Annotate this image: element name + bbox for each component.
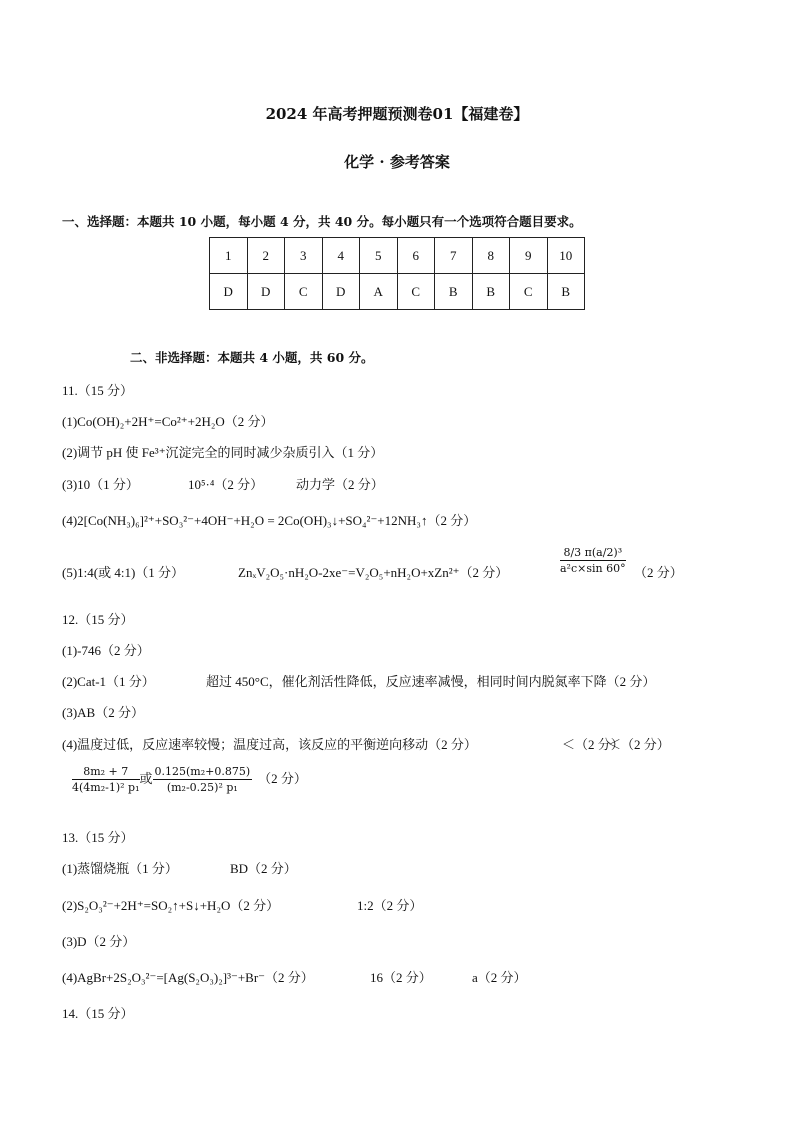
question-number: 6 [397,238,435,274]
q13-part3: (3)D（2 分） [62,934,136,949]
q13-part1a: (1)蒸馏烧瓶（1 分） [62,861,178,876]
q13-part1b: BD（2 分） [230,861,297,876]
q12-formula-2 [153,765,253,794]
q12-formula-1-numerator: 8m₂ + 7 [72,765,140,780]
question-number: 8 [472,238,510,274]
q11-part3a: (3)10（1 分） [62,477,139,492]
section2-heading: 二、非选择题：本题共 4 小题，共 60 分。 [130,350,374,365]
q12-title: 12.（15 分） [62,612,134,627]
question-number: 3 [285,238,323,274]
answer-cell: B [435,274,473,310]
q12-part4b: ＜（2 分） [562,737,624,752]
answer-table-number-row [210,238,585,274]
q13-part4c: a（2 分） [472,970,527,985]
q12-part2b: 超过 450°C，催化剂活性降低，反应速率减慢，相同时间内脱氮率下降（2 分） [206,674,656,689]
q11-part5b: ZnₓV₂O₅·nH₂O-2xe⁻=V₂O₅+nH₂O+xZn²⁺（2 分） [238,565,509,580]
q13-part4b: 16（2 分） [370,970,432,985]
q11-formula-numerator: 8/3 π(a/2)³ [560,546,626,561]
answer-cell: C [397,274,435,310]
question-number: 9 [510,238,548,274]
q11-part1: (1)Co(OH)₂+2H⁺=Co²⁺+2H₂O（2 分） [62,414,274,429]
q13-part4a: (4)AgBr+2S₂O₃²⁻=[Ag(S₂O₃)₂]³⁻+Br⁻（2 分） [62,970,314,985]
q11-part3b: 10⁵·⁴（2 分） [188,477,264,492]
q11-density-formula [560,546,626,575]
q12-formula-score: （2 分） [258,771,307,786]
q12-formula-2-denominator: (m₂-0.25)² p₁ [166,781,238,794]
q11-part5a: (5)1:4(或 4:1)（1 分） [62,565,185,580]
q13-title: 13.（15 分） [62,830,134,845]
q12-part4c: ＜（2 分） [608,737,670,752]
q12-part3: (3)AB（2 分） [62,705,144,720]
q12-formula-row [72,765,307,794]
q12-formula-1-denominator: 4(4m₂-1)² p₁ [72,781,140,794]
page-subtitle: 化学 · 参考答案 [344,153,450,171]
section1-heading: 一、选择题：本题共 10 小题，每小题 4 分，共 40 分。每小题只有一个选项符合题目要求。 [62,214,582,229]
q12-part4a: (4)温度过低，反应速率较慢；温度过高，该反应的平衡逆向移动（2 分） [62,737,477,752]
q11-formula-denominator: a²c×sin 60° [560,562,626,575]
q11-part5c: （2 分） [634,565,683,580]
answer-cell: D [322,274,360,310]
answer-cell: B [547,274,585,310]
question-number: 7 [435,238,473,274]
answer-cell: A [360,274,398,310]
q11-title: 11.（15 分） [62,383,134,398]
answer-cell: D [247,274,285,310]
answer-cell: B [472,274,510,310]
q13-part2a: (2)S₂O₃²⁻+2H⁺=SO₂↑+S↓+H₂O（2 分） [62,898,280,913]
q12-formula-2-numerator: 0.125(m₂+0.875) [154,765,251,778]
answer-table-answer-row [210,274,585,310]
q13-part2b: 1:2（2 分） [357,898,423,913]
q12-part1: (1)-746（2 分） [62,643,150,658]
answer-cell: C [285,274,323,310]
q12-formula-1 [72,765,140,794]
question-number: 10 [547,238,585,274]
q11-part2: (2)调节 pH 使 Fe³⁺沉淀完全的同时减少杂质引入（1 分） [62,445,384,460]
question-number: 5 [360,238,398,274]
q11-part3c: 动力学（2 分） [296,477,384,492]
q14-title: 14.（15 分） [62,1006,134,1021]
answer-cell: D [210,274,248,310]
page-title: 2024 年高考押题预测卷01【福建卷】 [265,105,529,123]
q12-or: 或 [139,771,153,786]
q11-part4: (4)2[Co(NH₃)₆]²⁺+SO₃²⁻+4OH⁻+H₂O = 2Co(OH)₃↓+SO₄²⁻+12NH₃↑（2 分） [62,513,477,528]
q12-part2a: (2)Cat-1（1 分） [62,674,155,689]
question-number: 1 [210,238,248,274]
answer-table [209,237,585,310]
answer-cell: C [510,274,548,310]
question-number: 4 [322,238,360,274]
question-number: 2 [247,238,285,274]
